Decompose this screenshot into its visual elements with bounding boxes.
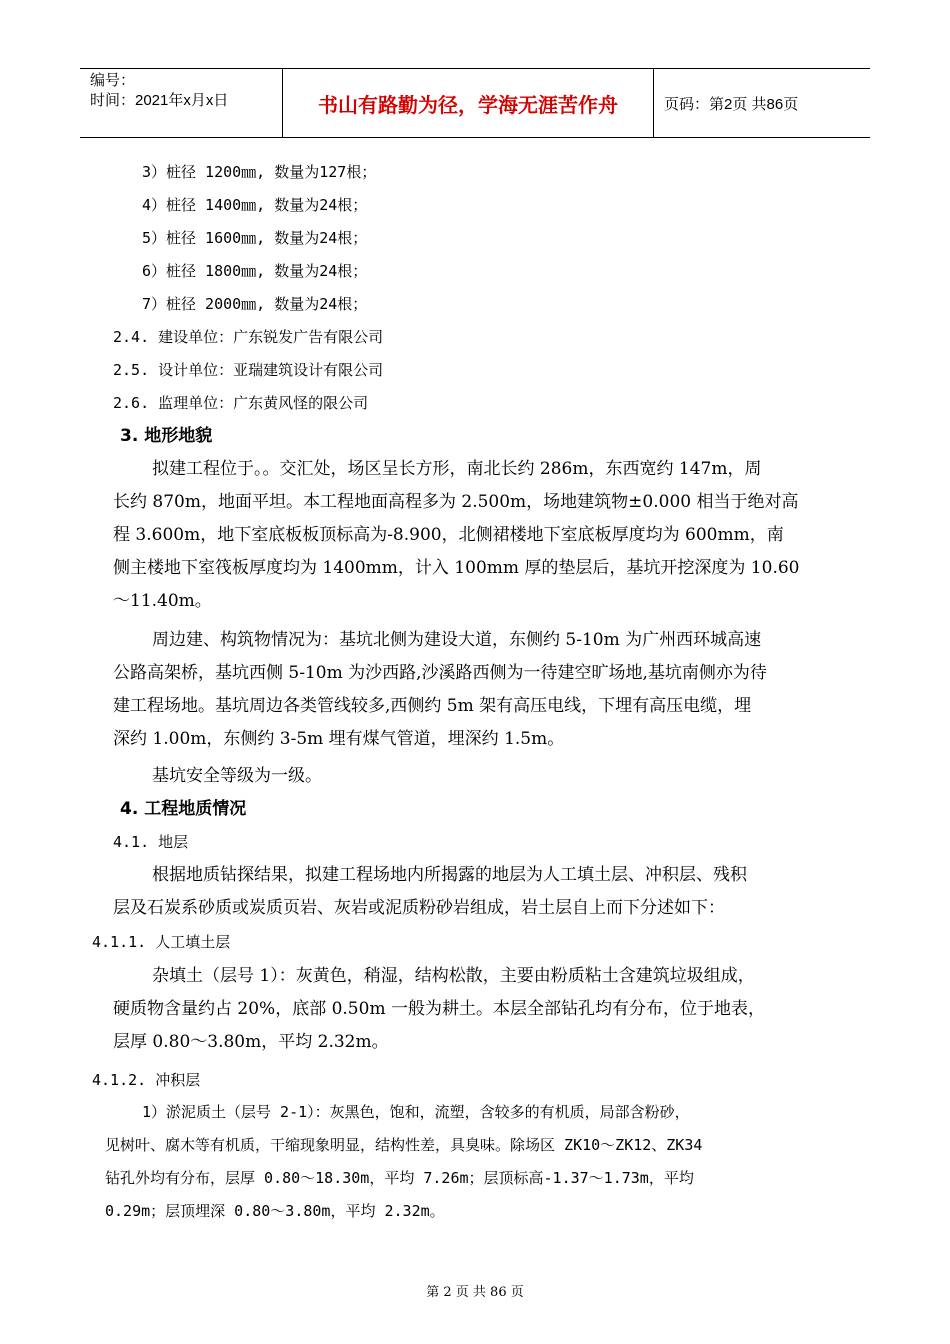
page-footer: 第 2 页 共 86 页 — [426, 1285, 524, 1300]
page-header — [80, 68, 870, 138]
paragraph-line: 见树叶、腐木等有机质，干缩现象明显，结构性差，具臭味。除场区 ZK10～ZK12、ZK34 — [105, 1136, 703, 1154]
list-item: 5）桩径 1600㎜, 数量为24根； — [142, 229, 368, 247]
list-item: 3）桩径 1200㎜, 数量为127根； — [142, 163, 377, 181]
paragraph-line: 建工程场地。基坑周边各类管线较多,西侧约 5m 架有高压电线，下埋有高压电缆，埋 — [113, 696, 752, 716]
list-item: 2.4. 建设单位：广东锐发广告有限公司 — [113, 328, 384, 346]
header-page-label: 页码：第2页 共86页 — [664, 95, 799, 113]
paragraph-line: 1）淤泥质土（层号 2-1）：灰黑色，饱和，流塑，含较多的有机质，局部含粉砂， — [142, 1103, 690, 1121]
paragraph-line: 长约 870m，地面平坦。本工程地面高程多为 2.500m，场地建筑物±0.000 相当于绝对高 — [113, 492, 799, 512]
list-item: 2.6. 监理单位：广东黄风怪的限公司 — [113, 394, 369, 412]
list-item: 7）桩径 2000㎜, 数量为24根； — [142, 295, 368, 313]
paragraph-line: 基坑安全等级为一级。 — [152, 766, 322, 786]
paragraph-line: 钻孔外均有分布，层厚 0.80～18.30m，平均 7.26m；层顶标高-1.37～1.73m，平均 — [105, 1169, 694, 1187]
paragraph-line: 深约 1.00m，东侧约 3-5m 埋有煤气管道，埋深约 1.5m。 — [113, 729, 565, 749]
list-item: 6）桩径 1800㎜, 数量为24根； — [142, 262, 368, 280]
section-heading: 4. 工程地质情况 — [120, 799, 247, 819]
number-label: 编号： — [90, 72, 136, 89]
paragraph-line: 0.29m；层顶埋深 0.80～3.80m，平均 2.32m。 — [105, 1202, 445, 1220]
list-item: 4）桩径 1400㎜, 数量为24根； — [142, 196, 368, 214]
paragraph-line: 拟建工程位于。。交汇处，场区呈长方形，南北长约 286m，东西宽约 147m，周 — [152, 459, 762, 479]
paragraph-line: 硬质物含量约占 20%，底部 0.50m 一般为耕土。本层全部钻孔均有分布，位于地表， — [113, 999, 765, 1019]
paragraph-line: 周边建、构筑物情况为：基坑北侧为建设大道，东侧约 5-10m 为广州西环城高速 — [152, 630, 762, 650]
paragraph-line: 层厚 0.80～3.80m，平均 2.32m。 — [113, 1032, 389, 1052]
section-heading: 3. 地形地貌 — [120, 426, 213, 446]
subsection-heading: 4.1.2. 冲积层 — [92, 1071, 201, 1089]
header-left — [80, 69, 282, 137]
paragraph-line: 程 3.600m，地下室底板板顶标高为-8.900，北侧裙楼地下室底板厚度均为 600mm，南 — [113, 525, 784, 545]
time-label: 时间：2021年x月x日 — [90, 92, 229, 109]
paragraph-line: 层及石炭系砂质或炭质页岩、灰岩或泥质粉砂岩组成，岩土层自上而下分述如下： — [113, 898, 725, 918]
subsection-heading: 4.1.1. 人工填土层 — [92, 933, 231, 951]
paragraph-line: 公路高架桥，基坑西侧 5-10m 为沙西路,沙溪路西侧为一待建空旷场地,基坑南侧亦为待 — [113, 663, 767, 683]
paragraph-line: 根据地质钻探结果，拟建工程场地内所揭露的地层为人工填土层、冲积层、残积 — [152, 865, 747, 885]
subsection-heading: 4.1. 地层 — [113, 833, 189, 851]
paragraph-line: ～11.40m。 — [113, 591, 212, 611]
paragraph-line: 侧主楼地下室筏板厚度均为 1400mm，计入 100mm 厚的垫层后，基坑开挖深度为 10.60 — [113, 558, 800, 578]
list-item: 2.5. 设计单位：亚瑞建筑设计有限公司 — [113, 361, 384, 379]
header-motto: 书山有路勤为径，学海无涯苦作舟 — [282, 69, 654, 137]
paragraph-line: 杂填土（层号 1）：灰黄色，稍湿，结构松散，主要由粉质粘土含建筑垃圾组成， — [152, 966, 755, 986]
